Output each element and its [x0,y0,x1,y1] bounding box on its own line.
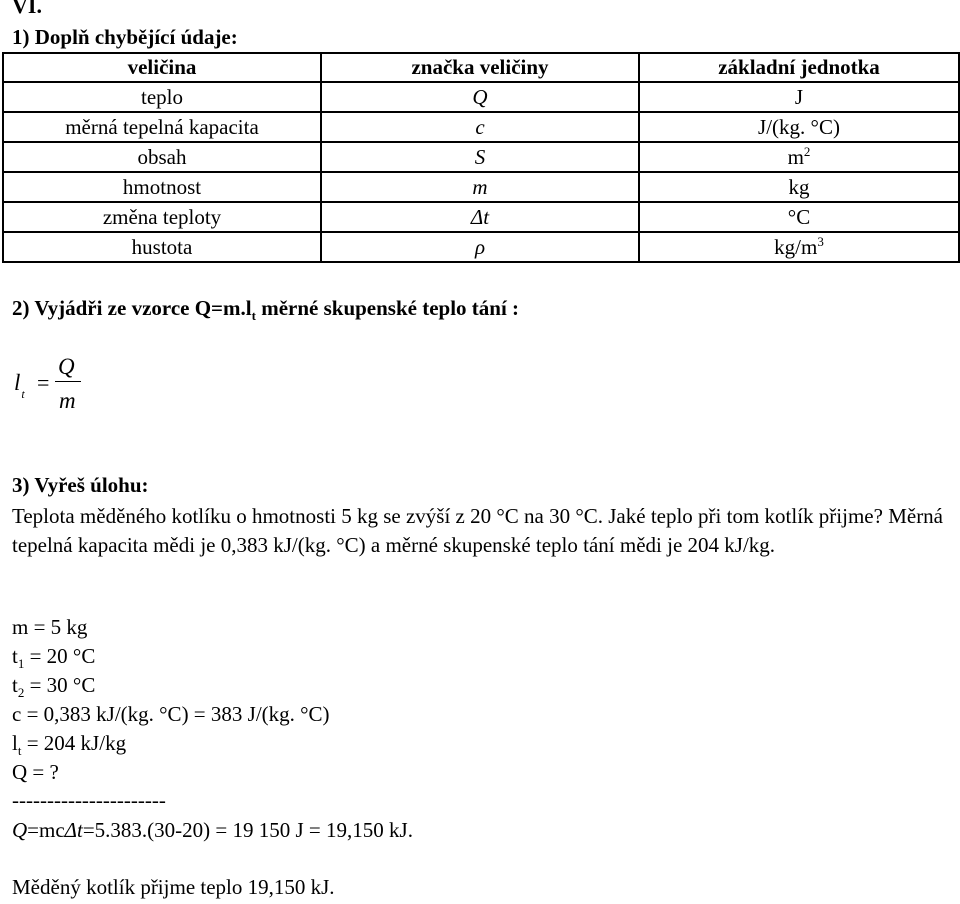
formula-numerator: Q [58,354,75,379]
given-t1-subscript: 1 [17,656,25,672]
table-row [3,142,959,172]
symbol-cell: c [321,112,639,142]
task3-heading: 3) Vyřeš úlohu: [12,473,149,497]
solution-calculation: =5.383.(30-20) = 19 150 J = 19,150 kJ. [82,818,413,842]
table-header-row [3,53,959,82]
symbol-cell: m [321,172,639,202]
given-lt-subscript: t [17,743,22,759]
unit-exponent: 2 [803,143,811,159]
unit-cell [639,172,959,202]
solution-mc: =mc [27,818,65,842]
fraction-bar [55,381,81,382]
symbol-cell: Δt [321,202,639,232]
quantity-cell: hmotnost [3,172,321,202]
table-row [3,172,959,202]
table-row [3,112,959,142]
formula-lhs [14,370,25,401]
task2-heading-subscript: t [251,308,256,324]
given-lt-symbol: l [12,731,18,755]
unit-cell [639,142,959,172]
column-header-symbol: značka veličiny [321,53,639,82]
formula-lhs-subscript: t [21,387,25,401]
quantity-cell: obsah [3,142,321,172]
table-row [3,232,959,262]
unit-cell [639,232,959,262]
unit-cell [639,202,959,232]
task2-heading [12,296,520,324]
solution-q: Q [12,818,28,842]
given-t2 [12,673,96,701]
solution-line [12,818,413,842]
section-title: VI. [12,0,42,18]
given-t2-symbol: t [12,673,18,697]
symbol-cell: S [321,142,639,172]
given-t2-subscript: 2 [17,685,25,701]
given-q: Q = ? [12,760,59,784]
symbol-cell: Q [321,82,639,112]
answer-sentence: Měděný kotlík přijme teplo 19,150 kJ. [12,875,335,899]
given-t2-value: = 30 °C [24,673,96,697]
given-lt-value: = 204 kJ/kg [21,731,127,755]
quantity-cell: teplo [3,82,321,112]
unit-text: m [787,144,804,169]
unit-text: J/(kg. °C) [758,114,840,139]
formula-lhs-symbol: l [14,370,21,395]
task2-heading-tail: měrné skupenské teplo tání : [255,296,520,320]
unit-exponent: 3 [817,233,824,249]
unit-text: kg [788,174,810,199]
formula-denominator: m [59,388,76,413]
symbol-cell: ρ [321,232,639,262]
given-t1 [12,644,96,672]
table-row [3,82,959,112]
task2-heading-text: 2) Vyjádři ze vzorce Q=m.l [12,296,252,320]
task1-heading: 1) Doplň chybějící údaje: [12,25,238,49]
given-mass: m = 5 kg [12,615,88,639]
unit-text: °C [787,204,811,229]
unit-cell [639,82,959,112]
column-header-unit: základní jednotka [639,53,959,82]
table-row [3,202,959,232]
separator-line: ---------------------- [12,788,166,812]
quantity-cell: měrná tepelná kapacita [3,112,321,142]
solution-delta-t: Δt [64,818,83,842]
column-header-quantity: veličina [3,53,321,82]
given-lt [12,731,127,759]
task3-problem-text: Teplota měděného kotlíku o hmotnosti 5 kg se zvýší z 20 °C na 30 °C. Jaké teplo při tom kotlík přijme? Měrná tepelná kapacita mědi je 0,383 kJ/(kg. °C) a měrné skupenské teplo tání mědi je 204 kJ/kg. [12,504,944,558]
quantities-table [2,52,960,263]
given-t1-symbol: t [12,644,18,668]
unit-cell [639,112,959,142]
quantity-cell: hustota [3,232,321,262]
quantity-cell: změna teploty [3,202,321,232]
given-t1-value: = 20 °C [24,644,96,668]
unit-text: kg/m [774,234,818,259]
formula-equals: = [37,370,50,395]
given-c: c = 0,383 kJ/(kg. °C) = 383 J/(kg. °C) [12,702,330,726]
unit-text: J [794,84,804,109]
